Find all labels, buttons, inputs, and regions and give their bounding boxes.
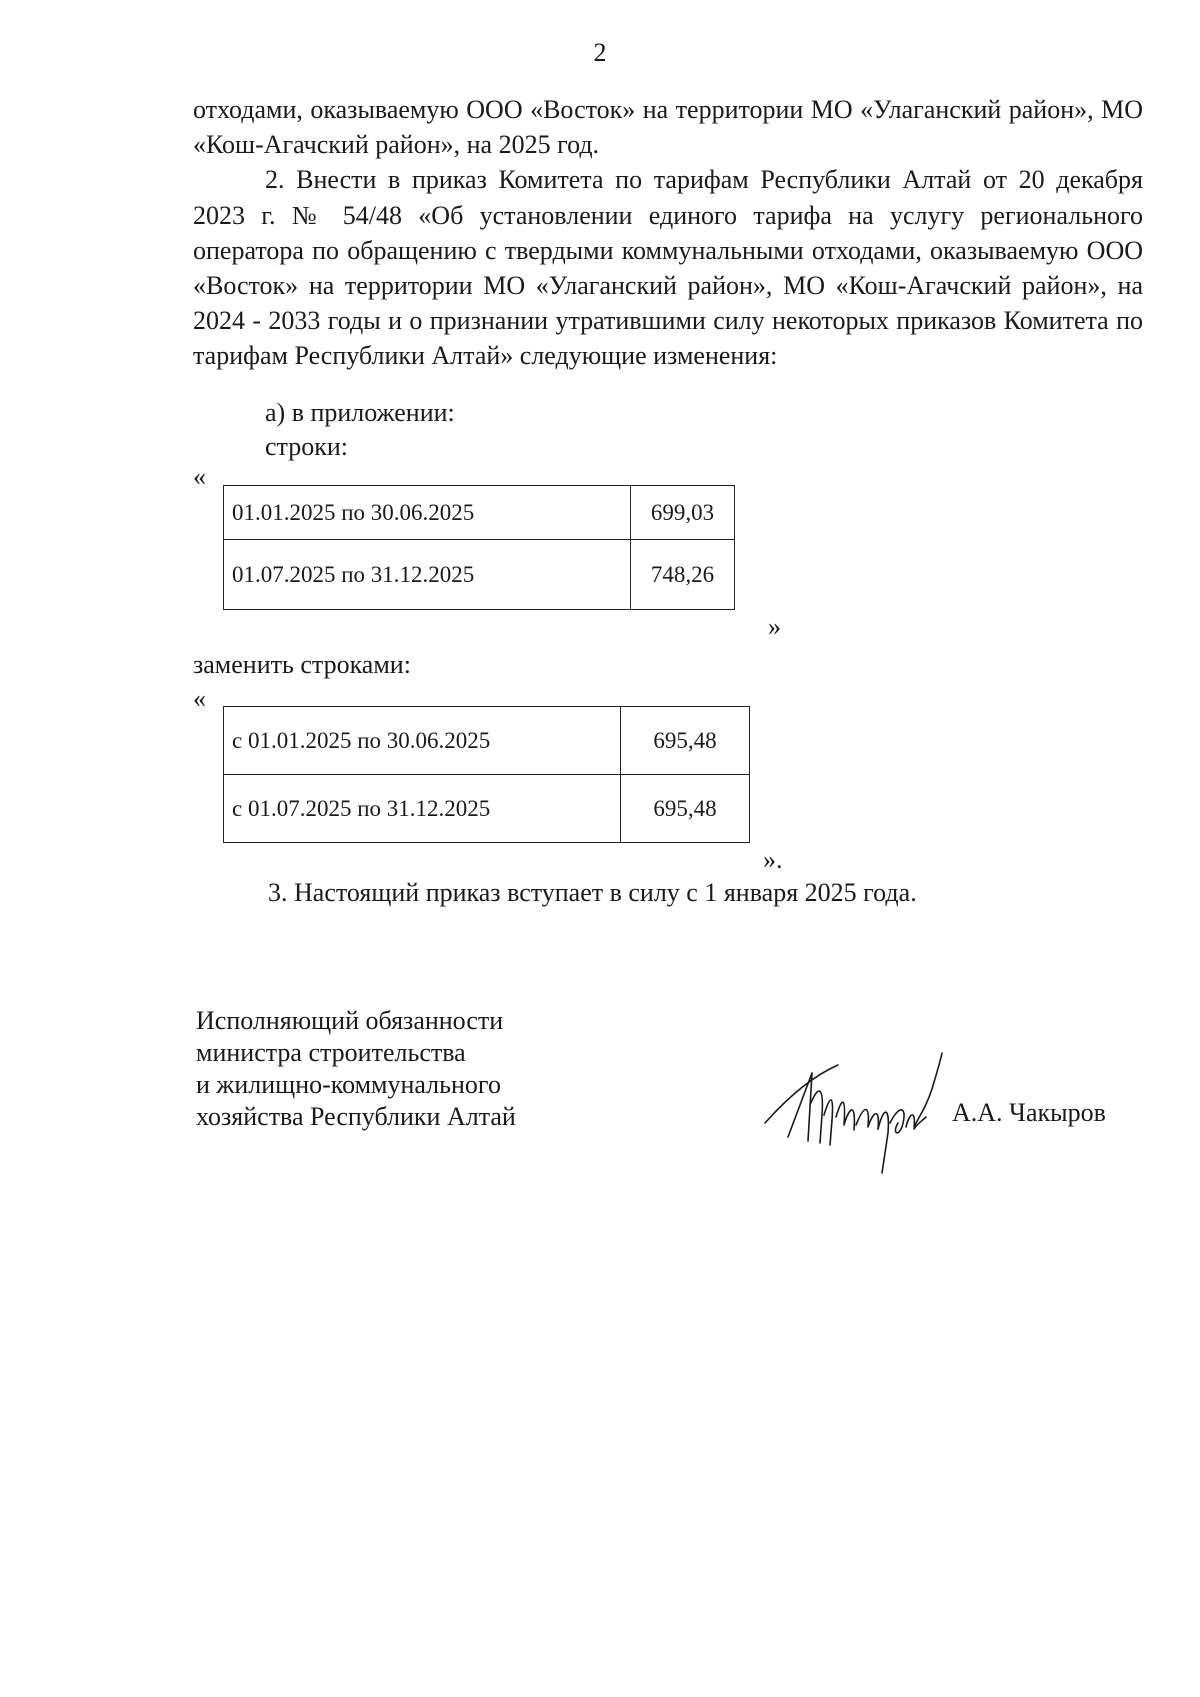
item-a-label: а) в приложении:	[265, 398, 455, 427]
table-row	[224, 540, 735, 610]
signer-title-line: министра строительства	[196, 1038, 466, 1067]
signer-name: А.А. Чакыров	[952, 1098, 1106, 1127]
signer-title-line: и жилищно-коммунального	[196, 1070, 501, 1099]
value-cell: 748,26	[631, 540, 735, 610]
open-quote-old: «	[193, 462, 206, 491]
handwritten-signature	[760, 1045, 950, 1175]
rows-label: строки:	[265, 432, 348, 461]
open-quote-new: «	[193, 684, 206, 713]
period-cell: с 01.01.2025 по 30.06.2025	[224, 707, 621, 775]
old-rows-table	[223, 485, 735, 610]
signer-title-line: хозяйства Республики Алтай	[196, 1102, 516, 1131]
value-cell: 695,48	[621, 775, 750, 843]
signer-title	[196, 1005, 516, 1133]
new-rows-table	[223, 706, 750, 843]
page-number: 2	[593, 38, 607, 67]
document-body	[193, 92, 1143, 374]
table-row	[224, 775, 750, 843]
period-cell: с 01.07.2025 по 31.12.2025	[224, 775, 621, 843]
period-cell: 01.07.2025 по 31.12.2025	[224, 540, 631, 610]
close-quote-old: »	[768, 612, 781, 641]
replace-label: заменить строками:	[193, 650, 411, 679]
value-cell: 695,48	[621, 707, 750, 775]
paragraph-clause-2: 2. Внести в приказ Комитета по тарифам Республики Алтай от 20 декабря 2023 г. № 54/48 «Об установлении единого тарифа на услугу регионального оператора по обращению с твердыми коммунальными отходами, оказываемую ООО «Восток» на территории МО «Улаганский район», МО «Кош-Агачский район», на 2024 - 2033 годы и о признании утратившими силу некоторых приказов Комитета по тарифам Республики Алтай» следующие изменения:	[193, 165, 1143, 371]
close-quote-new: ».	[763, 845, 783, 874]
period-cell: 01.01.2025 по 30.06.2025	[224, 486, 631, 540]
signer-title-line: Исполняющий обязанности	[196, 1006, 504, 1035]
paragraph-clause-3: 3. Настоящий приказ вступает в силу с 1 января 2025 года.	[268, 878, 917, 907]
value-cell: 699,03	[631, 486, 735, 540]
table-row	[224, 486, 735, 540]
table-row	[224, 707, 750, 775]
paragraph-continuation: отходами, оказываемую ООО «Восток» на территории МО «Улаганский район», МО «Кош-Агачский район», на 2025 год.	[193, 95, 1143, 160]
